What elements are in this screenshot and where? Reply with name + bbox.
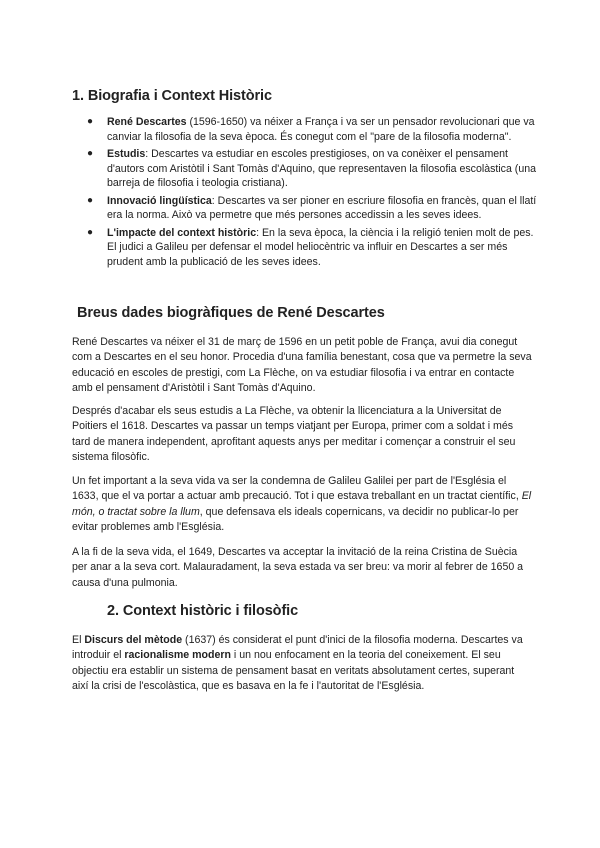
section-2-text-c: (1637) és considerat el punt d'inici de la filosofia moderna. Descartes va introduir el (72, 634, 523, 662)
bullet-item-estudis (87, 147, 537, 191)
section-2-text-e: i un nou enfocament en la teoria del coneixement. El seu objectiu era establir un sistema de pensament basat en veritats absolutament certes, superant així la crisi de l'escolàstica, que es basava en la fe i l'autoritat de l'Església. (72, 649, 515, 693)
bio-paragraph-3 (72, 474, 532, 536)
bio-heading: Breus dades biogràfiques de René Descartes (77, 305, 385, 321)
bullet-text: : Descartes va estudiar en escoles prestigioses, on va conèixer el pensament d'autors com Aristòtil i Sant Tomàs d'Aquino, que representaven la filosofia escolàstica (una barreja de filosofia i teologia cristiana). (107, 147, 537, 190)
section-1-heading: 1. Biografia i Context Històric (72, 88, 272, 104)
bullet-item-impacte (87, 226, 537, 270)
section-1-bullet-list (87, 115, 537, 272)
bullet-text: (1596-1650) va néixer a França i va ser un pensador revolucionari que va canviar la filosofia de la seva època. És conegut com el "pare de la filosofia moderna". (107, 116, 535, 143)
bullet-text: : Descartes va ser pioner en escriure filosofia en francès, quan el llatí era la norma. Això va permetre que més persones accedissin a les seves idees. (107, 194, 537, 222)
bullet-item-innovacio (87, 194, 537, 223)
bio-paragraph-2: Després d'acabar els seus estudis a La Flèche, va obtenir la llicenciatura a la Universitat de Poitiers el 1618. Descartes va passar un temps viatjant per Europa, primer com a soldat i més tard de manera independent, aprofitant aquests anys per meditar i començar a construir el seu sistema filosòfic. (72, 405, 516, 464)
bullet-term: Innovació lingüística (107, 194, 212, 207)
bio-paragraph-4: A la fi de la seva vida, el 1649, Descartes va acceptar la invitació de la reina Cristina de Suècia per anar a la seva cort. Malauradament, la seva estada va ser breu: va morir al febrer de 1650 a causa d'una pulmonia. (72, 546, 524, 589)
section-2-text-a: El (72, 634, 85, 646)
bullet-dot-icon: ● (87, 226, 94, 238)
discurs-title: Discurs del mètode (84, 634, 183, 646)
racionalisme-term: racionalisme modern (124, 649, 231, 662)
bullet-term: Estudis (107, 147, 146, 160)
book-title: El món, o tractat sobre la llum (72, 490, 532, 518)
bio-paragraph-1: René Descartes va néixer el 31 de març de 1596 en un petit poble de França, avui dia conegut com a Descartes en el seu honor. Procedia d'una família benestant, cosa que va permetre la seva educació en escoles de prestigi, com La Flèche, on va estudiar filosofia i va entrar en contacte amb el pensament d'Aristòtil i Sant Tomàs d'Aquino. (72, 336, 532, 395)
bullet-term: René Descartes (107, 116, 187, 128)
section-2-heading: 2. Context històric i filosòfic (107, 603, 299, 619)
bullet-term: L'impacte del context històric (107, 226, 257, 239)
bio-paragraph-3-text-a: Un fet important a la seva vida va ser la condemna de Galileu Galilei per part de l'Església el 1633, que el va portar a actuar amb precaució. Tot i que estava treballant en un tractat científic, (72, 475, 522, 503)
bullet-dot-icon: ● (87, 194, 94, 206)
bullet-dot-icon: ● (87, 147, 94, 159)
bio-paragraph-3-text-b: , que defensava els ideals copernicans, va decidir no publicar-lo per evitar problemes amb l'Església. (72, 505, 519, 534)
bullet-text: : En la seva època, la ciència i la religió tenien molt de pes. El judici a Galileu per defensar el model heliocèntric va influir en Descartes a ser més prudent amb la publicació de les seves idees. (107, 226, 534, 268)
bullet-dot-icon: ● (87, 116, 94, 127)
bullet-item-descartes (87, 115, 537, 144)
section-2-paragraph (72, 633, 532, 695)
